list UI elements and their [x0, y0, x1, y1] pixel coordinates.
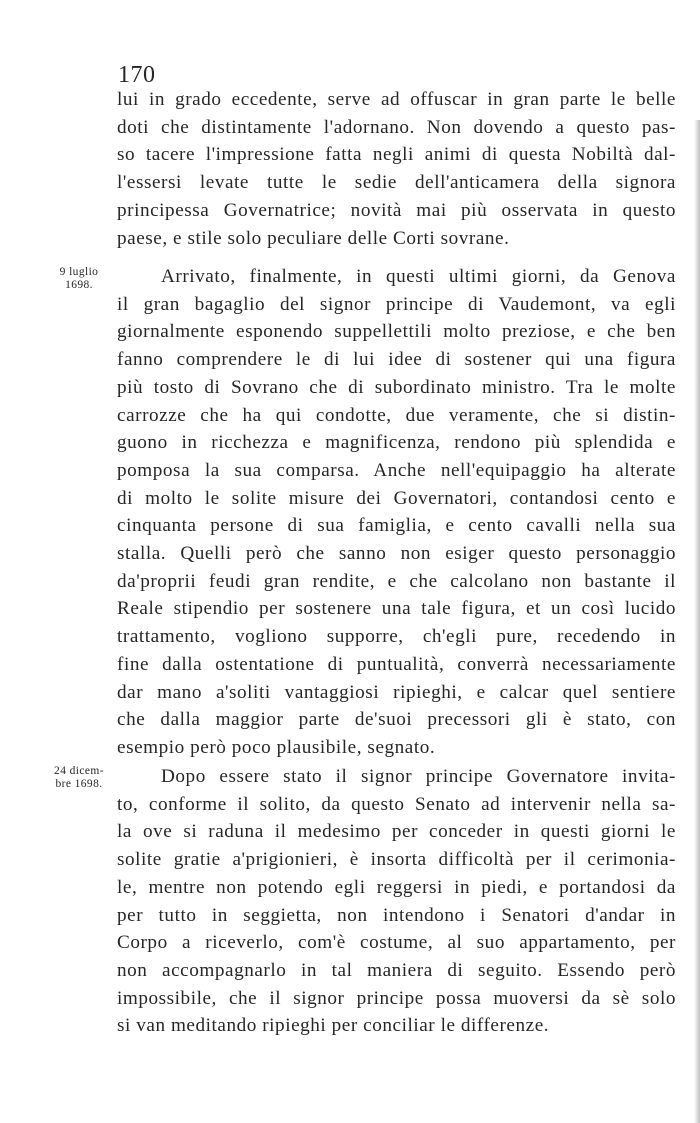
text-line: stalla. Quelli però che sanno non esiger questo personaggio [117, 543, 676, 565]
text-line: più tosto di Sovrano che di subordinato ministro. Tra le molte [117, 376, 676, 398]
text-line: cinquanta persone di sua famiglia, e cento cavalli nella sua [117, 515, 676, 537]
page-edge-shadow [694, 120, 700, 1123]
text-line: di molto le solite misure dei Governatori, contandosi cento e [117, 487, 676, 509]
text-line: fine dalla ostentatione di puntualità, converrà necessariamente [117, 653, 676, 675]
text-line: Arrivato, finalmente, in questi ultimi giorni, da Genova [161, 266, 676, 287]
text-line: fanno comprendere le di lui idee di sostener qui una figura [117, 349, 676, 371]
margin-note-line: 24 dicem- [54, 765, 104, 777]
text-line: guono in ricchezza e magnificenza, rendono più splendida e [117, 432, 676, 454]
text-line: to, conforme il solito, da questo Senato ad intervenir nella sa- [117, 793, 676, 815]
text-line: principessa Governatrice; novità mai più osservata in questo [117, 199, 676, 221]
margin-date-note [42, 266, 116, 292]
margin-note-line: 9 luglio [59, 266, 99, 278]
text-line: dar mano a'soliti vantaggiosi ripieghi, e calcar quel sentiere [117, 681, 676, 703]
text-line: giornalmente esponendo suppellettili molto preziose, e che ben [117, 321, 676, 343]
text-line: non accompagnarlo in tal maniera di seguito. Essendo però [117, 959, 676, 981]
paragraph-3 [117, 763, 676, 1040]
text-line: le, mentre non potendo egli reggersi in piedi, e portandosi da [117, 876, 676, 898]
text-line: l'essersi levate tutte le sedie dell'anticamera della signora [117, 172, 676, 194]
text-line: paese, e stile solo peculiare delle Corti sovrane. [117, 227, 510, 249]
text-line: solite gratie a'prigionieri, è insorta difficoltà per il cerimonia- [117, 849, 676, 871]
margin-note-line: bre 1698. [55, 778, 103, 790]
text-line: trattamento, vogliono supporre, ch'egli pure, recedendo in [117, 626, 676, 648]
paragraph-1 [117, 86, 676, 252]
text-line: Reale stipendio per sostenere una tale figura, et un così lucido [117, 598, 676, 620]
text-line: lui in grado eccedente, serve ad offuscar in gran parte le belle [117, 89, 676, 110]
text-line: la ove si raduna il medesimo per conceder in questi giorni le [117, 821, 676, 843]
text-line: si van meditando ripieghi per conciliar le differenze. [117, 1015, 550, 1037]
text-line: impossibile, che il signor principe possa muoversi da sè solo [117, 987, 676, 1009]
text-line: carrozze che ha qui condotte, due veramente, che si distin- [117, 404, 676, 426]
text-line: il gran bagaglio del signor principe di Vaudemont, va egli [117, 293, 676, 315]
text-line: Dopo essere stato il signor principe Governatore invita- [161, 766, 676, 787]
text-line: doti che distintamente l'adornano. Non dovendo a questo pas- [117, 116, 676, 138]
margin-note-line: 1698. [65, 279, 93, 291]
paragraph-2 [117, 263, 676, 762]
text-line: per tutto in seggietta, non intendono i Senatori d'andar in [117, 904, 676, 926]
text-line: so tacere l'impressione fatta negli animi di questa Nobiltà dal- [117, 144, 676, 166]
text-line: pomposa la sua comparsa. Anche nell'equipaggio ha alterate [117, 459, 676, 481]
text-line: esempio però poco plausibile, segnato. [117, 736, 436, 758]
text-line: che dalla maggior parte de'suoi precessori gli è stato, con [117, 709, 676, 731]
text-line: Corpo a riceverlo, com'è costume, al suo appartamento, per [117, 932, 676, 954]
margin-date-note [42, 765, 116, 791]
text-line: da'proprii feudi gran rendite, e che calcolano non bastante il [117, 570, 676, 592]
page-number: 170 [118, 62, 156, 88]
